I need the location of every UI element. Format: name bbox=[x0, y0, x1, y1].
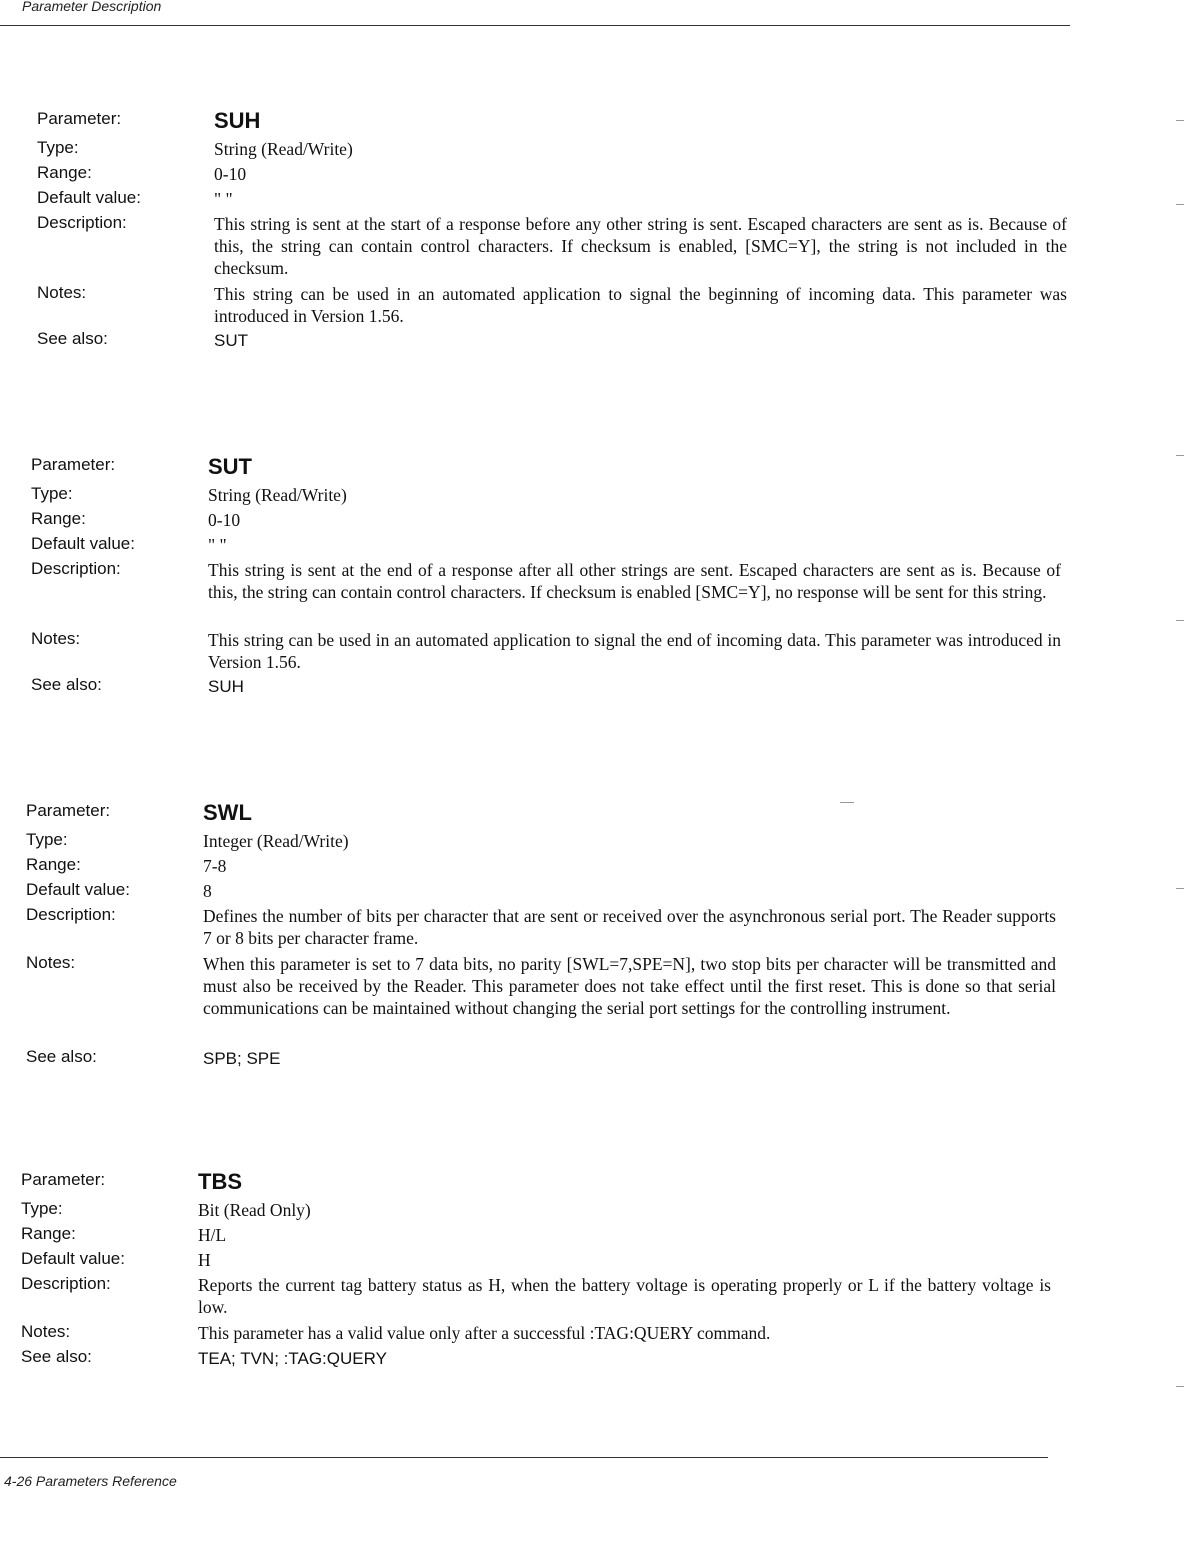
see-also-label: See also: bbox=[21, 1347, 92, 1366]
range-label: Range: bbox=[21, 1224, 76, 1243]
description-text: Reports the current tag battery status as H, when the battery voltage is operating properly or L if the battery voltage is low. bbox=[198, 1275, 1051, 1317]
description-label: Description: bbox=[21, 1274, 111, 1293]
range-label: Range: bbox=[26, 855, 81, 874]
parameter-entry-swl bbox=[26, 798, 1056, 1072]
type-label: Type: bbox=[31, 484, 73, 503]
type-value: Bit (Read Only) bbox=[198, 1200, 311, 1220]
range-value: 7-8 bbox=[203, 856, 227, 876]
range-value: 0-10 bbox=[214, 164, 247, 184]
description-text: This string is sent at the end of a response after all other strings are sent. Escaped characters are sent as is. Because of this, the string can contain control characters. If checksum is enabled [SMC=Y], no response will be sent for this string. bbox=[208, 560, 1061, 602]
type-label: Type: bbox=[26, 830, 68, 849]
header-rule bbox=[0, 25, 1070, 26]
default-label: Default value: bbox=[31, 534, 135, 553]
description-text: Defines the number of bits per character that are sent or received over the asynchronous serial port. The Reader supports 7 or 8 bits per character frame. bbox=[203, 906, 1056, 948]
type-label: Type: bbox=[37, 138, 79, 157]
parameter-name: TBS bbox=[198, 1169, 242, 1194]
default-value: H bbox=[198, 1250, 211, 1270]
notes-text: This parameter has a valid value only after a successful :TAG:QUERY command. bbox=[198, 1323, 771, 1343]
scan-mark bbox=[840, 802, 854, 803]
default-label: Default value: bbox=[21, 1249, 125, 1268]
scan-mark bbox=[1176, 620, 1184, 621]
see-also-value: SUH bbox=[208, 677, 244, 696]
scan-mark bbox=[1176, 1386, 1184, 1387]
see-also-value: SUT bbox=[214, 331, 248, 350]
running-header: Parameter Description bbox=[22, 0, 162, 14]
parameter-entry-tbs bbox=[21, 1167, 1051, 1372]
range-value: H/L bbox=[198, 1225, 227, 1245]
parameter-entry-suh bbox=[37, 106, 1067, 354]
notes-label: Notes: bbox=[21, 1322, 71, 1341]
default-value: " " bbox=[208, 535, 227, 555]
scan-mark bbox=[1176, 888, 1184, 889]
parameter-label: Parameter: bbox=[31, 455, 116, 474]
parameter-name: SUT bbox=[208, 454, 252, 479]
notes-label: Notes: bbox=[26, 953, 76, 972]
notes-label: Notes: bbox=[37, 283, 87, 302]
description-text: This string is sent at the start of a response before any other string is sent. Escaped characters are sent as is. Because of this, the string can contain control characters. If checksum is enabled, [SMC=Y], the string is not included in the checksum. bbox=[214, 214, 1067, 278]
notes-label: Notes: bbox=[31, 629, 81, 648]
notes-text: When this parameter is set to 7 data bits, no parity [SWL=7,SPE=N], two stop bits per character will be transmitted and must also be received by the Reader. This parameter does not take effect until the first reset. This is done so that serial communications can be maintained without changing the serial port settings for the controlling instrument. bbox=[203, 954, 1056, 1018]
parameter-label: Parameter: bbox=[37, 109, 122, 128]
scan-mark bbox=[1176, 120, 1184, 121]
scan-mark bbox=[1176, 455, 1184, 456]
default-label: Default value: bbox=[37, 188, 141, 207]
parameter-label: Parameter: bbox=[21, 1170, 106, 1189]
notes-text: This string can be used in an automated application to signal the end of incoming data. This parameter was introduced in Version 1.56. bbox=[208, 630, 1061, 672]
see-also-label: See also: bbox=[26, 1047, 97, 1066]
default-value: 8 bbox=[203, 881, 212, 901]
parameter-label: Parameter: bbox=[26, 801, 111, 820]
description-label: Description: bbox=[37, 213, 127, 232]
see-also-label: See also: bbox=[31, 675, 102, 694]
range-value: 0-10 bbox=[208, 510, 241, 530]
see-also-label: See also: bbox=[37, 329, 108, 348]
description-label: Description: bbox=[26, 905, 116, 924]
scan-mark bbox=[1176, 204, 1184, 205]
notes-text: This string can be used in an automated application to signal the beginning of incoming data. This parameter was introduced in Version 1.56. bbox=[214, 284, 1067, 326]
default-value: " " bbox=[214, 189, 233, 209]
range-label: Range: bbox=[37, 163, 92, 182]
type-value: String (Read/Write) bbox=[208, 485, 347, 505]
see-also-value: SPB; SPE bbox=[203, 1049, 281, 1068]
default-label: Default value: bbox=[26, 880, 130, 899]
description-label: Description: bbox=[31, 559, 121, 578]
type-value: Integer (Read/Write) bbox=[203, 831, 349, 851]
footer-rule bbox=[0, 1457, 1048, 1458]
running-footer: 4-26 Parameters Reference bbox=[4, 1473, 177, 1489]
range-label: Range: bbox=[31, 509, 86, 528]
type-value: String (Read/Write) bbox=[214, 139, 353, 159]
parameter-name: SWL bbox=[203, 800, 252, 825]
type-label: Type: bbox=[21, 1199, 63, 1218]
parameter-entry-sut bbox=[31, 452, 1061, 700]
parameter-name: SUH bbox=[214, 108, 261, 133]
see-also-value: TEA; TVN; :TAG:QUERY bbox=[198, 1349, 387, 1368]
